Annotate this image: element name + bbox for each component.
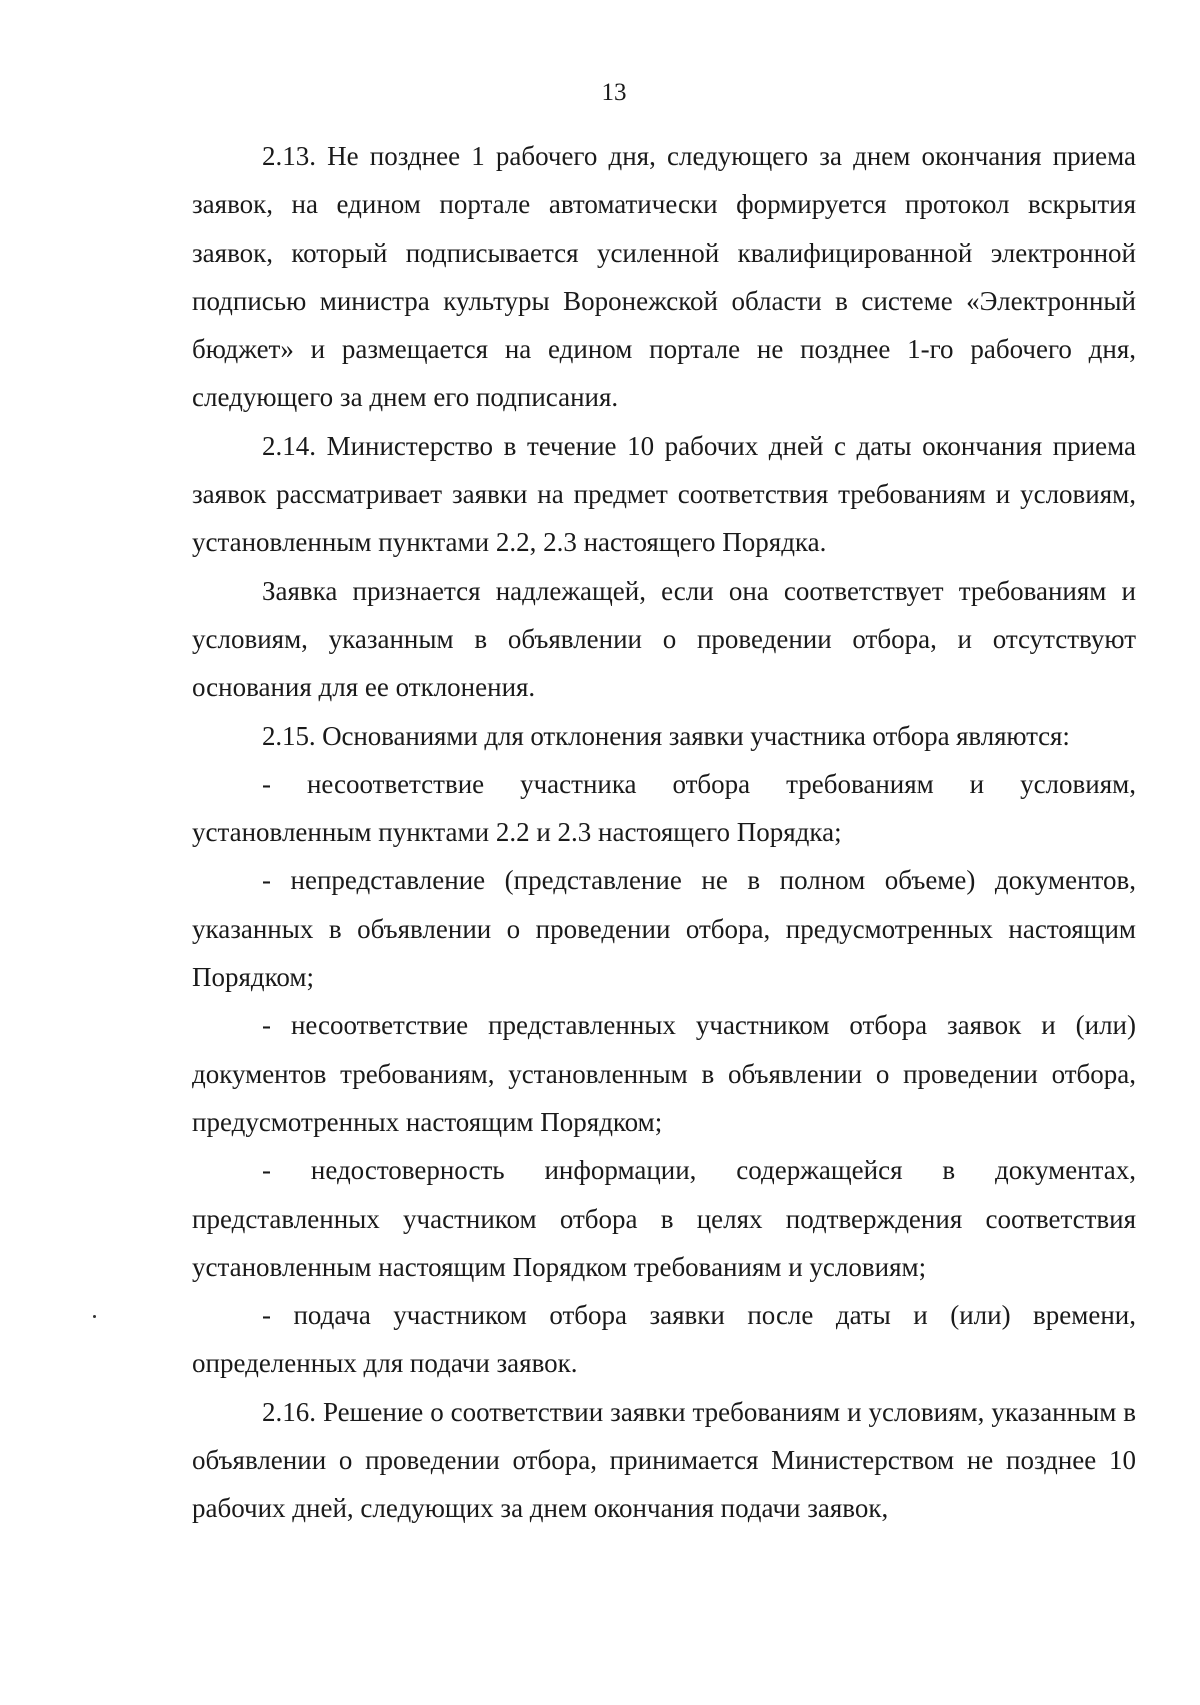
list-item-unreliable-information: - недостоверность информации, содержащейся в документах, представленных участником отбора в целях подтверждения соответствия установленным настоящим Порядком требованиям и условиям; — [192, 1155, 1136, 1282]
list-item-missing-documents: - непредставление (представление не в полном объеме) документов, указанных в объявлении о проведении отбора, предусмотренных настоящим Порядком; — [192, 865, 1136, 993]
scan-speck — [93, 1315, 96, 1318]
paragraph-application-proper: Заявка признается надлежащей, если она соответствует требованиям и условиям, указанным в объявлении о проведении отбора, и отсутствуют основания для ее отклонения. — [192, 575, 1136, 703]
document-body — [192, 132, 1136, 1533]
paragraph-2-16: 2.16. Решение о соответствии заявки требованиям и условиям, указанным в объявлении о проведении отбора, принимается Министерством не позднее 10 рабочих дней, следующих за днем окончания подачи заявок, — [192, 1396, 1136, 1524]
list-item-noncompliance-documents: - несоответствие представленных участником отбора заявок и (или) документов требованиям, установленным в объявлении о проведении отбора, предусмотренных настоящим Порядком; — [192, 1010, 1136, 1137]
paragraph-2-14: 2.14. Министерство в течение 10 рабочих дней с даты окончания приема заявок рассматривает заявки на предмет соответствия требованиям и условиям, установленным пунктами 2.2, 2.3 настоящего Порядка. — [192, 430, 1136, 558]
list-item-late-submission: - подача участником отбора заявки после даты и (или) времени, определенных для подачи заявок. — [192, 1300, 1136, 1379]
list-item-noncompliance-participant: - несоответствие участника отбора требованиям и условиям, установленным пунктами 2.2 и 2.3 настоящего Порядка; — [192, 768, 1136, 848]
paragraph-2-13: 2.13. Не позднее 1 рабочего дня, следующего за днем окончания приема заявок, на едином портале автоматически формируется протокол вскрытия заявок, который подписывается усиленной квалифицированной электронной подписью министра культуры Воронежской области в системе «Электронный бюджет» и размещается на едином портале не позднее 1-го рабочего дня, следующего за днем его подписания. — [192, 141, 1136, 413]
page-number: 13 — [601, 79, 627, 106]
paragraph-2-15: 2.15. Основаниями для отклонения заявки участника отбора являются: — [262, 720, 1070, 751]
